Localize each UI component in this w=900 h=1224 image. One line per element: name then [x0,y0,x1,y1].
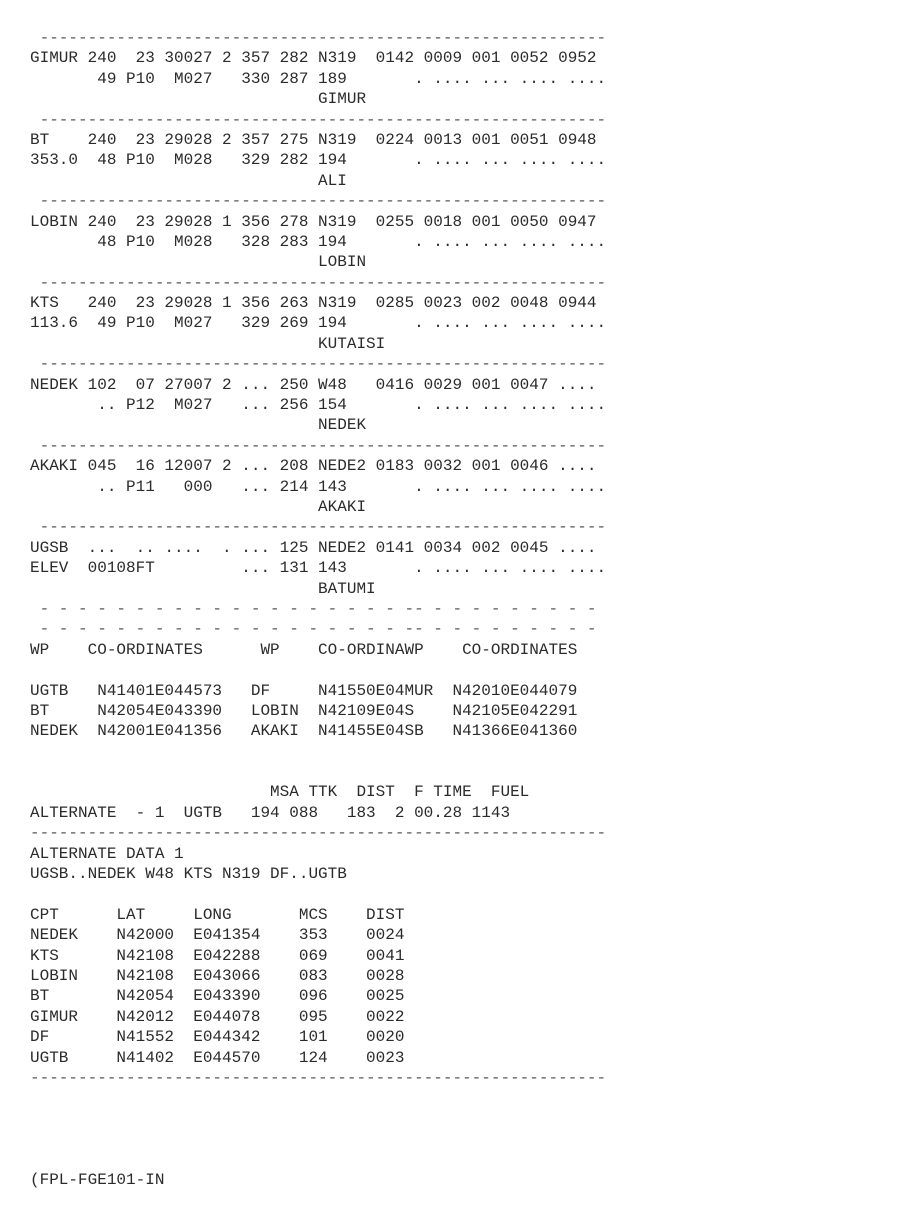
alternate-table-row: KTS N42108 E042288 069 0041 [30,946,405,965]
separator-line: ----------------------------------------------------------- [30,355,607,374]
alternate-summary [30,782,870,823]
waypoint-name: ALI [30,171,347,190]
alternate-table-row: NEDEK N42000 E041354 353 0024 [30,926,405,945]
separator-line: ----------------------------------------------------------- [30,436,607,455]
waypoint-name: KUTAISI [30,334,386,353]
alternate-data-title: ALTERNATE DATA 1 [30,844,184,863]
route-line-2: .. P12 M027 ... 256 154 . .... ... .... .... [30,396,607,415]
alternate-table-row: LOBIN N42108 E043066 083 0028 [30,966,405,985]
route-line-2: ELEV 00108FT ... 131 143 . .... ... .... .... [30,559,607,578]
route-block [30,48,870,109]
waypoint-name: NEDEK [30,416,367,435]
separator-line: ----------------------------------------------------------- [30,273,607,292]
route-line-2: 49 P10 M027 330 287 189 . .... ... .... .... [30,69,607,88]
route-block [30,375,870,436]
route-block [30,456,870,517]
separator-line: ------------------------------------------------------------ [30,824,607,843]
waypoint-table-row: UGTB N41401E044573 DF N41550E04MUR N42010E044079 [30,681,578,700]
alternate-summary-row: ALTERNATE - 1 UGTB 194 088 183 2 00.28 1143 [30,803,511,822]
route-line-1: GIMUR 240 23 30027 2 357 282 N319 0142 0009 001 0052 0952 [30,49,597,68]
route-line-1: AKAKI 045 16 12007 2 ... 208 NEDE2 0183 0032 001 0046 .... [30,457,597,476]
alternate-table-row: GIMUR N42012 E044078 095 0022 [30,1007,405,1026]
spaced-separator-line: - - - - - - - - - - - - - - - - - - - -- - - - - - - - - - [30,599,597,618]
route-line-1: NEDEK 102 07 27007 2 ... 250 W48 0416 0029 001 0047 .... [30,375,597,394]
waypoint-table-row: NEDEK N42001E041356 AKAKI N41455E04SB N41366E041360 [30,722,578,741]
alternate-table-row: DF N41552 E044342 101 0020 [30,1028,405,1047]
separator-line: ----------------------------------------------------------- [30,29,607,47]
waypoint-coordinates-table [30,640,870,742]
route-block [30,538,870,599]
alternate-data-section [30,844,870,1068]
waypoint-name: LOBIN [30,253,367,272]
waypoint-name: AKAKI [30,497,367,516]
route-line-1: UGSB ... .. .... . ... 125 NEDE2 0141 0034 002 0045 .... [30,538,597,557]
alternate-table-row: UGTB N41402 E044570 124 0023 [30,1048,405,1067]
alternate-route: UGSB..NEDEK W48 KTS N319 DF..UGTB [30,865,347,884]
waypoint-name: GIMUR [30,90,367,109]
separator-line: ------------------------------------------------------------ [30,1068,607,1087]
route-line-1: BT 240 23 29028 2 357 275 N319 0224 0013 001 0051 0948 [30,130,597,149]
waypoint-table-row: BT N42054E043390 LOBIN N42109E04S N42105E042291 [30,701,578,720]
route-line-2: 353.0 48 P10 M028 329 282 194 . .... ... .... .... [30,151,607,170]
waypoint-table-header: WP CO-ORDINATES WP CO-ORDINAWP CO-ORDINATES [30,640,578,659]
alternate-summary-header: MSA TTK DIST F TIME FUEL [30,783,530,802]
route-line-2: 113.6 49 P10 M027 329 269 194 . .... ... .... .... [30,314,607,333]
route-block [30,293,870,354]
route-block [30,130,870,191]
flight-plan-footer: (FPL-FGE101-IN [30,1171,165,1189]
separator-line: ----------------------------------------------------------- [30,192,607,211]
waypoint-name: BATUMI [30,579,376,598]
alternate-table-header: CPT LAT LONG MCS DIST [30,905,405,924]
route-block [30,212,870,273]
flight-plan-document [30,28,870,1088]
route-line-2: .. P11 000 ... 214 143 . .... ... .... .... [30,477,607,496]
route-line-1: KTS 240 23 29028 1 356 263 N319 0285 0023 002 0048 0944 [30,294,597,313]
separator-line: ----------------------------------------------------------- [30,518,607,537]
spaced-separator-line: - - - - - - - - - - - - - - - - - - - -- - - - - - - - - - [30,620,597,639]
route-line-1: LOBIN 240 23 29028 1 356 278 N319 0255 0018 001 0050 0947 [30,212,597,231]
separator-line: ----------------------------------------------------------- [30,110,607,129]
alternate-table-row: BT N42054 E043390 096 0025 [30,987,405,1006]
route-line-2: 48 P10 M028 328 283 194 . .... ... .... .... [30,232,607,251]
